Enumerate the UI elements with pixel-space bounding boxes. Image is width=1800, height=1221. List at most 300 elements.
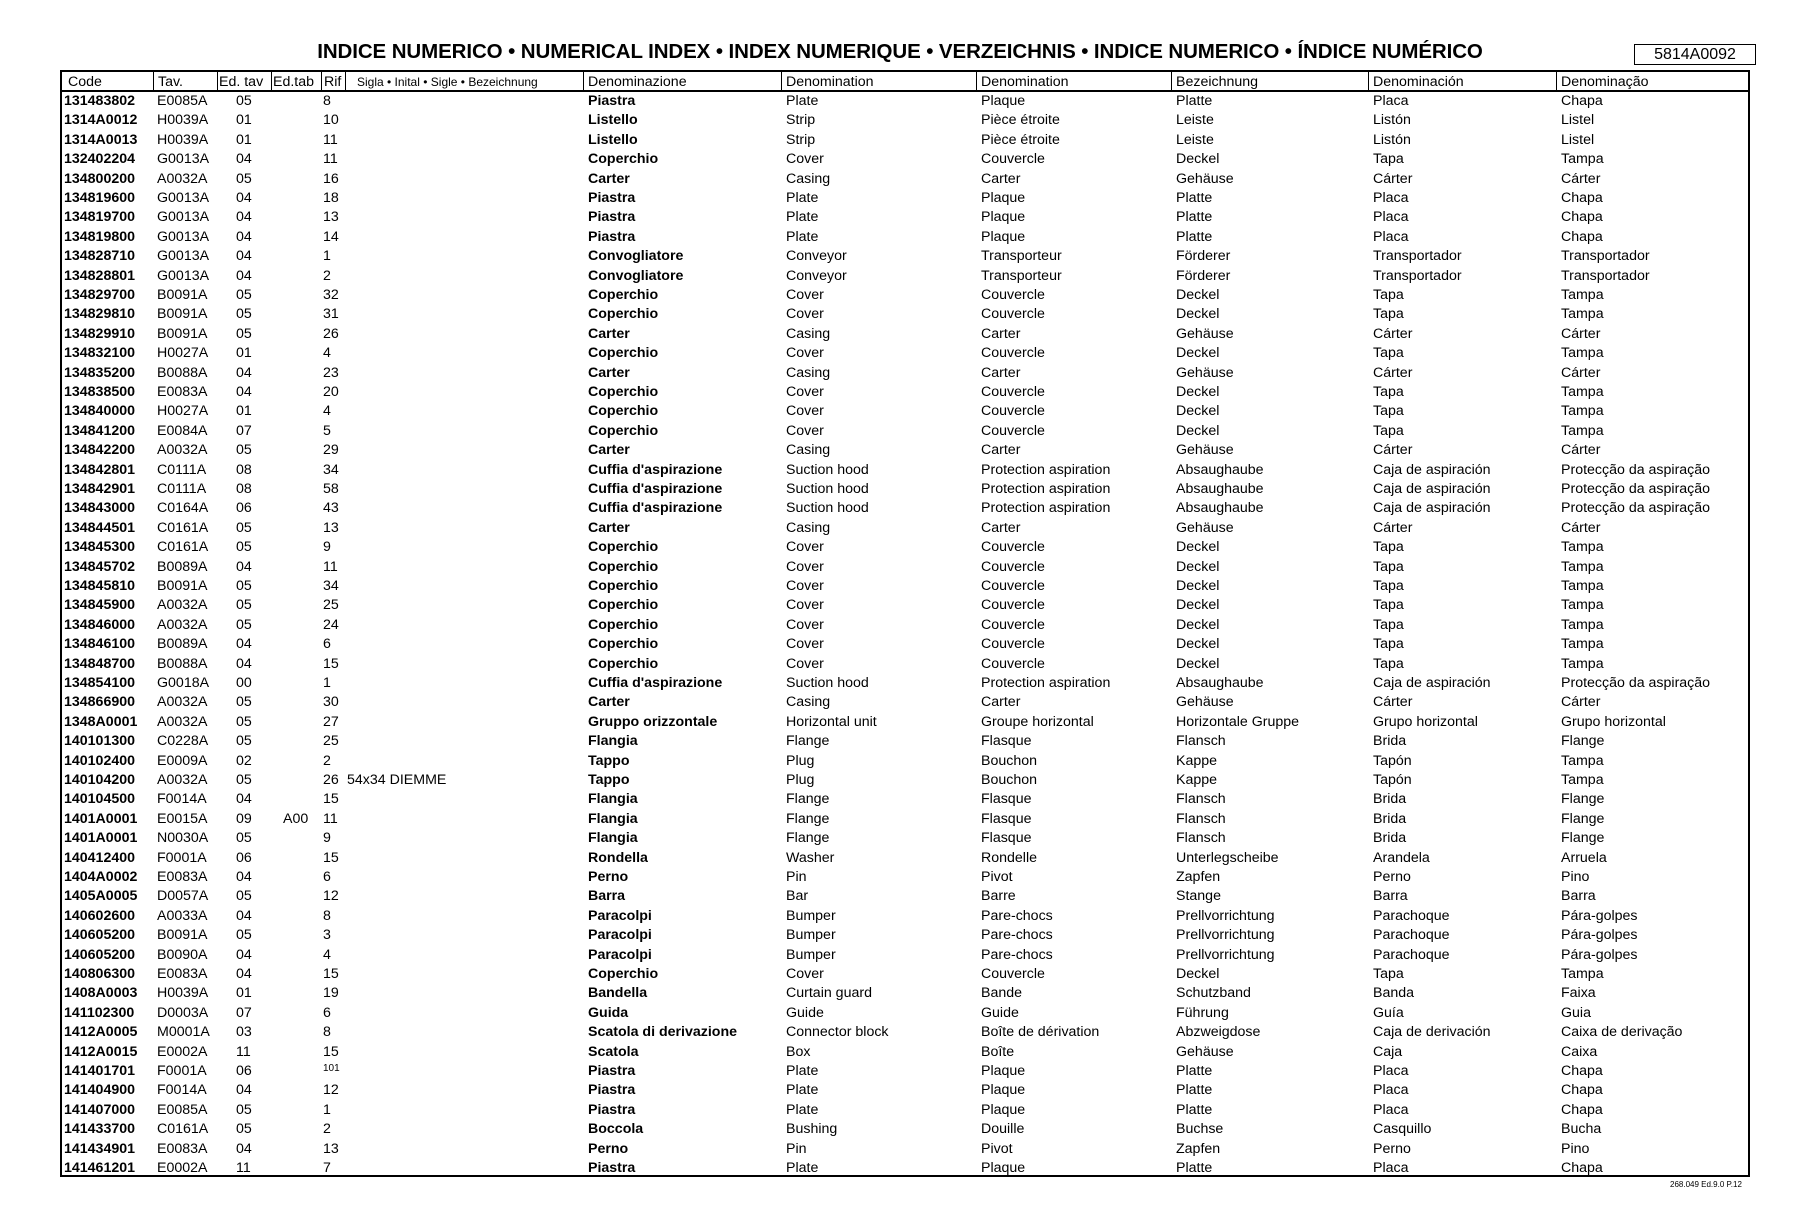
cell-tav: H0039A <box>157 131 209 148</box>
cell-denomination-en: Casing <box>786 170 831 187</box>
cell-denominacion: Brida <box>1373 810 1407 827</box>
table-row <box>62 771 1748 790</box>
cell-bezeichnung: Platte <box>1176 1063 1213 1079</box>
cell-tav: A0032A <box>157 597 208 614</box>
table-row <box>62 402 1748 421</box>
cell-denomination-fr: Transporteur <box>981 248 1062 265</box>
cell-denominacao: Faixa <box>1561 985 1596 1002</box>
cell-rif: 11 <box>323 558 338 575</box>
table-row <box>62 1023 1748 1042</box>
cell-rif: 25 <box>323 733 339 750</box>
cell-rif: 13 <box>323 519 339 536</box>
cell-rif: 8 <box>323 1024 331 1041</box>
cell-bezeichnung: Förderer <box>1176 248 1231 265</box>
cell-denominazione: Coperchio <box>588 655 659 672</box>
cell-denominacao: Pino <box>1561 869 1590 885</box>
cell-ed-tav: 06 <box>236 500 252 517</box>
cell-rif: 6 <box>323 1004 331 1021</box>
cell-denomination-en: Cover <box>786 578 824 594</box>
cell-code: 134845702 <box>64 558 136 575</box>
cell-denominacao: Cárter <box>1561 694 1601 711</box>
cell-denominacion: Perno <box>1373 869 1411 885</box>
cell-code: 1314A0013 <box>64 131 138 148</box>
cell-ed-tav: 04 <box>236 209 252 226</box>
cell-denominazione: Coperchio <box>588 345 659 362</box>
cell-tav: H0027A <box>157 403 209 420</box>
cell-tav: A0032A <box>157 713 208 730</box>
table-row <box>62 131 1748 150</box>
cell-bezeichnung: Gehäuse <box>1176 1043 1234 1060</box>
cell-denominacion: Barra <box>1373 888 1408 905</box>
table-row <box>62 616 1748 635</box>
cell-code: 134842801 <box>64 461 136 478</box>
cell-denomination-en: Casing <box>786 325 831 342</box>
document-id-box: 5814A0092 <box>1634 44 1756 65</box>
cell-denomination-en: Casing <box>786 442 831 459</box>
cell-denominacao: Protecção da aspiração <box>1561 675 1711 691</box>
table-row <box>62 635 1748 654</box>
cell-denominacion: Cárter <box>1373 442 1413 459</box>
cell-denomination-en: Suction hood <box>786 461 869 478</box>
cell-denominazione: Carter <box>588 170 630 187</box>
cell-denomination-fr: Bouchon <box>981 752 1038 769</box>
cell-denominacao: Transportador <box>1561 248 1650 265</box>
table-row <box>62 364 1748 383</box>
cell-denomination-fr: Douille <box>981 1121 1025 1138</box>
table-row <box>62 189 1748 208</box>
cell-bezeichnung: Gehäuse <box>1176 519 1234 536</box>
table-row <box>62 1159 1748 1178</box>
cell-denomination-fr: Couvercle <box>981 966 1045 982</box>
cell-bezeichnung: Flansch <box>1176 810 1226 827</box>
cell-denomination-en: Suction hood <box>786 500 869 517</box>
cell-tav: B0091A <box>157 325 208 342</box>
cell-code: 134845810 <box>64 578 136 594</box>
cell-denomination-en: Cover <box>786 422 824 439</box>
cell-denomination-en: Casing <box>786 694 831 711</box>
cell-denominacion: Parachoque <box>1373 927 1450 944</box>
table-row <box>62 480 1748 499</box>
table-row <box>62 577 1748 596</box>
cell-bezeichnung: Absaughaube <box>1176 481 1264 497</box>
cell-rif: 25 <box>323 597 339 614</box>
cell-denomination-en: Curtain guard <box>786 985 872 1002</box>
cell-rif: 4 <box>323 946 331 963</box>
cell-ed-tav: 04 <box>236 946 252 963</box>
cell-denominacion: Casquillo <box>1373 1121 1432 1138</box>
cell-denominacion: Placa <box>1373 1082 1409 1099</box>
cell-bezeichnung: Kappe <box>1176 772 1218 788</box>
cell-denomination-fr: Rondelle <box>981 849 1038 866</box>
cell-denominacion: Cárter <box>1373 519 1413 536</box>
cell-code: 134846000 <box>64 616 136 633</box>
cell-denominacao: Chapa <box>1561 1063 1603 1079</box>
table-row <box>62 247 1748 266</box>
cell-tav: E0083A <box>157 384 208 400</box>
cell-code: 1401A0001 <box>64 810 138 827</box>
cell-code: 1412A0005 <box>64 1024 138 1041</box>
cell-rif: 12 <box>323 888 339 905</box>
cell-tav: E0002A <box>157 1160 208 1176</box>
cell-bezeichnung: Unterlegscheibe <box>1176 849 1279 866</box>
cell-rif: 23 <box>323 364 339 381</box>
cell-denomination-fr: Carter <box>981 325 1021 342</box>
cell-denomination-fr: Flasque <box>981 733 1032 750</box>
cell-denominacion: Cárter <box>1373 694 1413 711</box>
cell-tav: A0032A <box>157 694 208 711</box>
cell-denomination-fr: Couvercle <box>981 616 1045 633</box>
cell-sigla: 54x34 DIEMME <box>347 772 447 788</box>
cell-denominacion: Perno <box>1373 1140 1411 1157</box>
cell-ed-tav: 01 <box>236 985 252 1002</box>
cell-denominazione: Scatola di derivazione <box>588 1024 738 1041</box>
table-row <box>62 926 1748 945</box>
cell-bezeichnung: Deckel <box>1176 558 1220 575</box>
cell-denominazione: Barra <box>588 888 626 905</box>
cell-code: 140412400 <box>64 849 136 866</box>
cell-denominacion: Tapa <box>1373 578 1404 594</box>
cell-denomination-en: Plate <box>786 93 819 109</box>
cell-denomination-fr: Pièce étroite <box>981 112 1060 129</box>
cell-ed-tav: 04 <box>236 384 252 400</box>
cell-denominacao: Tampa <box>1561 345 1604 362</box>
cell-denominacao: Transportador <box>1561 267 1650 284</box>
cell-denominazione: Piastra <box>588 209 636 226</box>
cell-bezeichnung: Deckel <box>1176 655 1220 672</box>
cell-denominacion: Tapa <box>1373 287 1404 303</box>
cell-denomination-fr: Protection aspiration <box>981 675 1111 691</box>
cell-denominazione: Carter <box>588 364 630 381</box>
table-row <box>62 286 1748 305</box>
cell-bezeichnung: Platte <box>1176 1082 1213 1099</box>
cell-denomination-en: Pin <box>786 869 807 885</box>
cell-denominazione: Paracolpi <box>588 946 652 963</box>
header-denomination-fr: Denomination <box>981 74 1069 90</box>
cell-denominacao: Tampa <box>1561 287 1604 303</box>
cell-denominazione: Coperchio <box>588 539 659 556</box>
table-row <box>62 558 1748 577</box>
cell-denominacion: Placa <box>1373 93 1409 109</box>
cell-denominacion: Caja de aspiración <box>1373 500 1491 517</box>
cell-denomination-en: Cover <box>786 306 824 323</box>
cell-denominacao: Listel <box>1561 112 1595 129</box>
cell-bezeichnung: Zapfen <box>1176 1140 1221 1157</box>
cell-denominacao: Tampa <box>1561 655 1604 672</box>
cell-bezeichnung: Deckel <box>1176 403 1220 420</box>
cell-denominacion: Listón <box>1373 131 1411 148</box>
table-row <box>62 92 1748 111</box>
cell-denominacao: Barra <box>1561 888 1596 905</box>
cell-denomination-fr: Carter <box>981 694 1021 711</box>
cell-denominacion: Placa <box>1373 209 1409 226</box>
cell-rif: 6 <box>323 869 331 885</box>
cell-rif: 30 <box>323 694 339 711</box>
table-row <box>62 150 1748 169</box>
cell-denomination-en: Cover <box>786 966 824 982</box>
table-row <box>62 499 1748 518</box>
cell-denominacion: Tapa <box>1373 966 1404 982</box>
cell-denomination-fr: Flasque <box>981 830 1032 847</box>
cell-denomination-fr: Bande <box>981 985 1023 1002</box>
cell-code: 141434901 <box>64 1140 136 1157</box>
cell-denominacion: Tapón <box>1373 752 1412 769</box>
cell-denomination-en: Pin <box>786 1140 807 1157</box>
cell-tav: H0039A <box>157 985 209 1002</box>
cell-ed-tav: 05 <box>236 927 252 944</box>
cell-denominazione: Flangia <box>588 733 638 750</box>
cell-denominazione: Flangia <box>588 791 638 808</box>
cell-denomination-en: Plate <box>786 1160 819 1176</box>
cell-ed-tav: 04 <box>236 655 252 672</box>
cell-code: 141461201 <box>64 1160 136 1176</box>
cell-tav: G0013A <box>157 267 210 284</box>
cell-bezeichnung: Deckel <box>1176 578 1220 594</box>
cell-ed-tav: 08 <box>236 461 252 478</box>
cell-ed-tav: 07 <box>236 1004 252 1021</box>
cell-code: 1348A0001 <box>64 713 138 730</box>
table-row <box>62 752 1748 771</box>
cell-denominazione: Coperchio <box>588 403 659 420</box>
cell-tav: G0013A <box>157 151 210 168</box>
cell-bezeichnung: Zapfen <box>1176 869 1221 885</box>
cell-rif: 12 <box>323 1082 339 1099</box>
cell-denominacion: Cárter <box>1373 325 1413 342</box>
table-row <box>62 422 1748 441</box>
table-row <box>62 829 1748 848</box>
cell-rif: 26 <box>323 325 339 342</box>
cell-rif: 6 <box>323 636 331 653</box>
cell-tav: E0083A <box>157 1140 208 1157</box>
cell-tav: H0027A <box>157 345 209 362</box>
table-row <box>62 810 1748 829</box>
cell-rif: 3 <box>323 927 331 944</box>
cell-denominacion: Parachoque <box>1373 946 1450 963</box>
cell-denominazione: Perno <box>588 1140 629 1157</box>
cell-ed-tav: 05 <box>236 1101 252 1118</box>
cell-bezeichnung: Prellvorrichtung <box>1176 946 1275 963</box>
cell-code: 134838500 <box>64 384 136 400</box>
cell-rif: 9 <box>323 830 331 847</box>
cell-denominacion: Tapa <box>1373 151 1404 168</box>
cell-denominacao: Tampa <box>1561 966 1604 982</box>
cell-rif: 18 <box>323 190 339 206</box>
cell-denominazione: Cuffia d'aspirazione <box>588 481 723 497</box>
cell-bezeichnung: Platte <box>1176 1101 1213 1118</box>
cell-code: 140104200 <box>64 772 136 788</box>
cell-denominazione: Coperchio <box>588 287 659 303</box>
table-row <box>62 325 1748 344</box>
cell-denominacao: Chapa <box>1561 209 1603 226</box>
cell-rif: 15 <box>323 849 339 866</box>
cell-bezeichnung: Deckel <box>1176 345 1220 362</box>
cell-denominacao: Caixa de derivação <box>1561 1024 1683 1041</box>
cell-code: 134829700 <box>64 287 136 303</box>
cell-denomination-en: Suction hood <box>786 675 869 691</box>
cell-ed-tav: 05 <box>236 733 252 750</box>
cell-denominacao: Tampa <box>1561 384 1604 400</box>
cell-denominacao: Chapa <box>1561 1160 1603 1176</box>
cell-denominacion: Tapa <box>1373 306 1404 323</box>
cell-rif: 10 <box>323 112 339 129</box>
cell-denominacion: Tapa <box>1373 558 1404 575</box>
cell-denomination-fr: Pare-chocs <box>981 946 1053 963</box>
cell-bezeichnung: Buchse <box>1176 1121 1224 1138</box>
cell-denominacao: Chapa <box>1561 1101 1603 1118</box>
cell-rif: 13 <box>323 1140 339 1157</box>
cell-denomination-en: Washer <box>786 849 835 866</box>
cell-code: 1408A0003 <box>64 985 138 1002</box>
cell-rif: 8 <box>323 93 331 109</box>
cell-ed-tav: 04 <box>236 1140 252 1157</box>
cell-ed-tav: 05 <box>236 93 252 109</box>
cell-rif: 11 <box>323 810 338 827</box>
cell-code: 1314A0012 <box>64 112 138 129</box>
cell-denomination-en: Conveyor <box>786 248 847 265</box>
cell-denominacao: Listel <box>1561 131 1595 148</box>
cell-denominacao: Chapa <box>1561 93 1603 109</box>
cell-denomination-en: Cover <box>786 636 824 653</box>
cell-code: 141102300 <box>64 1004 135 1021</box>
cell-denomination-fr: Boîte <box>981 1043 1015 1060</box>
cell-bezeichnung: Platte <box>1176 1160 1213 1176</box>
cell-denominacion: Tapa <box>1373 539 1404 556</box>
cell-denomination-en: Plate <box>786 1101 819 1118</box>
cell-rif: 29 <box>323 442 339 459</box>
cell-bezeichnung: Abzweigdose <box>1176 1024 1261 1041</box>
cell-tav: E0083A <box>157 869 208 885</box>
cell-bezeichnung: Deckel <box>1176 966 1220 982</box>
cell-denominacao: Grupo horizontal <box>1561 713 1666 730</box>
cell-denomination-en: Plate <box>786 190 819 206</box>
table-row <box>62 1140 1748 1159</box>
header-bezeichnung: Bezeichnung <box>1176 74 1259 90</box>
cell-ed-tav: 05 <box>236 713 252 730</box>
cell-denominazione: Coperchio <box>588 616 659 633</box>
cell-denomination-en: Bar <box>786 888 809 905</box>
cell-code: 132402204 <box>64 151 136 168</box>
cell-denomination-en: Casing <box>786 364 831 381</box>
cell-denominacao: Tampa <box>1561 403 1604 420</box>
cell-denomination-en: Strip <box>786 131 816 148</box>
cell-denomination-fr: Pivot <box>981 869 1013 885</box>
cell-denominazione: Tappo <box>588 752 630 769</box>
cell-bezeichnung: Deckel <box>1176 151 1220 168</box>
cell-bezeichnung: Flansch <box>1176 733 1226 750</box>
cell-denominazione: Piastra <box>588 93 636 109</box>
cell-denominazione: Coperchio <box>588 558 659 575</box>
cell-denomination-en: Plate <box>786 209 819 226</box>
cell-denominacao: Cárter <box>1561 170 1601 187</box>
header-denominacao: Denominação <box>1561 74 1649 90</box>
cell-denominacion: Brida <box>1373 830 1407 847</box>
cell-denomination-en: Bumper <box>786 907 836 924</box>
cell-denominazione: Guida <box>588 1004 629 1021</box>
cell-bezeichnung: Leiste <box>1176 131 1214 148</box>
table-row <box>62 538 1748 557</box>
cell-denominazione: Convogliatore <box>588 267 684 284</box>
cell-tav: E0002A <box>157 1043 208 1060</box>
cell-bezeichnung: Platte <box>1176 93 1213 109</box>
cell-denominacao: Guia <box>1561 1004 1591 1021</box>
cell-ed-tav: 05 <box>236 772 252 788</box>
cell-ed-tav: 01 <box>236 131 252 148</box>
index-table <box>60 70 1750 1177</box>
cell-denominacao: Tampa <box>1561 151 1604 168</box>
table-row <box>62 461 1748 480</box>
cell-tav: B0089A <box>157 636 208 653</box>
cell-denomination-en: Cover <box>786 616 824 633</box>
cell-denomination-fr: Plaque <box>981 1101 1026 1118</box>
cell-denomination-en: Cover <box>786 558 824 575</box>
cell-denominazione: Convogliatore <box>588 248 684 265</box>
cell-rif: 2 <box>323 1121 331 1138</box>
cell-denominazione: Cuffia d'aspirazione <box>588 675 723 691</box>
cell-tav: F0014A <box>157 1082 207 1099</box>
cell-denominazione: Coperchio <box>588 384 659 400</box>
cell-ed-tav: 04 <box>236 151 252 168</box>
cell-ed-tav: 05 <box>236 578 252 594</box>
cell-denominacao: Flange <box>1561 810 1605 827</box>
cell-tav: C0228A <box>157 733 209 750</box>
cell-ed-tav: 05 <box>236 888 252 905</box>
cell-denominacao: Pára-golpes <box>1561 907 1638 924</box>
cell-denominacion: Tapa <box>1373 384 1404 400</box>
cell-tav: A0032A <box>157 772 208 788</box>
cell-tav: B0091A <box>157 927 208 944</box>
cell-bezeichnung: Deckel <box>1176 597 1220 614</box>
cell-denomination-fr: Couvercle <box>981 151 1045 168</box>
cell-bezeichnung: Gehäuse <box>1176 170 1234 187</box>
cell-code: 134844501 <box>64 519 136 536</box>
cell-tav: G0013A <box>157 228 210 245</box>
cell-bezeichnung: Deckel <box>1176 636 1220 653</box>
cell-ed-tav: 09 <box>236 810 252 827</box>
cell-bezeichnung: Gehäuse <box>1176 364 1234 381</box>
cell-denomination-fr: Couvercle <box>981 578 1045 594</box>
cell-ed-tav: 04 <box>236 558 252 575</box>
cell-code: 134819600 <box>64 190 136 206</box>
cell-denomination-fr: Groupe horizontal <box>981 713 1094 730</box>
cell-bezeichnung: Absaughaube <box>1176 675 1264 691</box>
cell-denominacion: Caja de aspiración <box>1373 461 1491 478</box>
cell-denomination-fr: Plaque <box>981 1063 1026 1079</box>
cell-denomination-fr: Couvercle <box>981 306 1045 323</box>
cell-ed-tav: 01 <box>236 403 252 420</box>
cell-code: 140602600 <box>64 907 136 924</box>
cell-denomination-en: Flange <box>786 830 830 847</box>
table-row <box>62 849 1748 868</box>
cell-denominazione: Paracolpi <box>588 907 652 924</box>
cell-denomination-fr: Barre <box>981 888 1016 905</box>
cell-tav: C0111A <box>157 461 207 478</box>
cell-tav: N0030A <box>157 830 209 847</box>
table-row <box>62 965 1748 984</box>
cell-denominacao: Flange <box>1561 830 1605 847</box>
cell-denomination-en: Plate <box>786 1082 819 1099</box>
cell-rif: 7 <box>323 1160 331 1176</box>
cell-denomination-en: Cover <box>786 539 824 556</box>
cell-denominacao: Chapa <box>1561 228 1603 245</box>
cell-tav: H0039A <box>157 112 209 129</box>
cell-denomination-fr: Carter <box>981 442 1021 459</box>
table-row <box>62 305 1748 324</box>
cell-denominazione: Piastra <box>588 1063 636 1079</box>
cell-code: 134829810 <box>64 306 136 323</box>
cell-denominacion: Transportador <box>1373 248 1462 265</box>
cell-tav: F0014A <box>157 791 207 808</box>
cell-denominazione: Carter <box>588 325 630 342</box>
cell-denomination-en: Conveyor <box>786 267 847 284</box>
